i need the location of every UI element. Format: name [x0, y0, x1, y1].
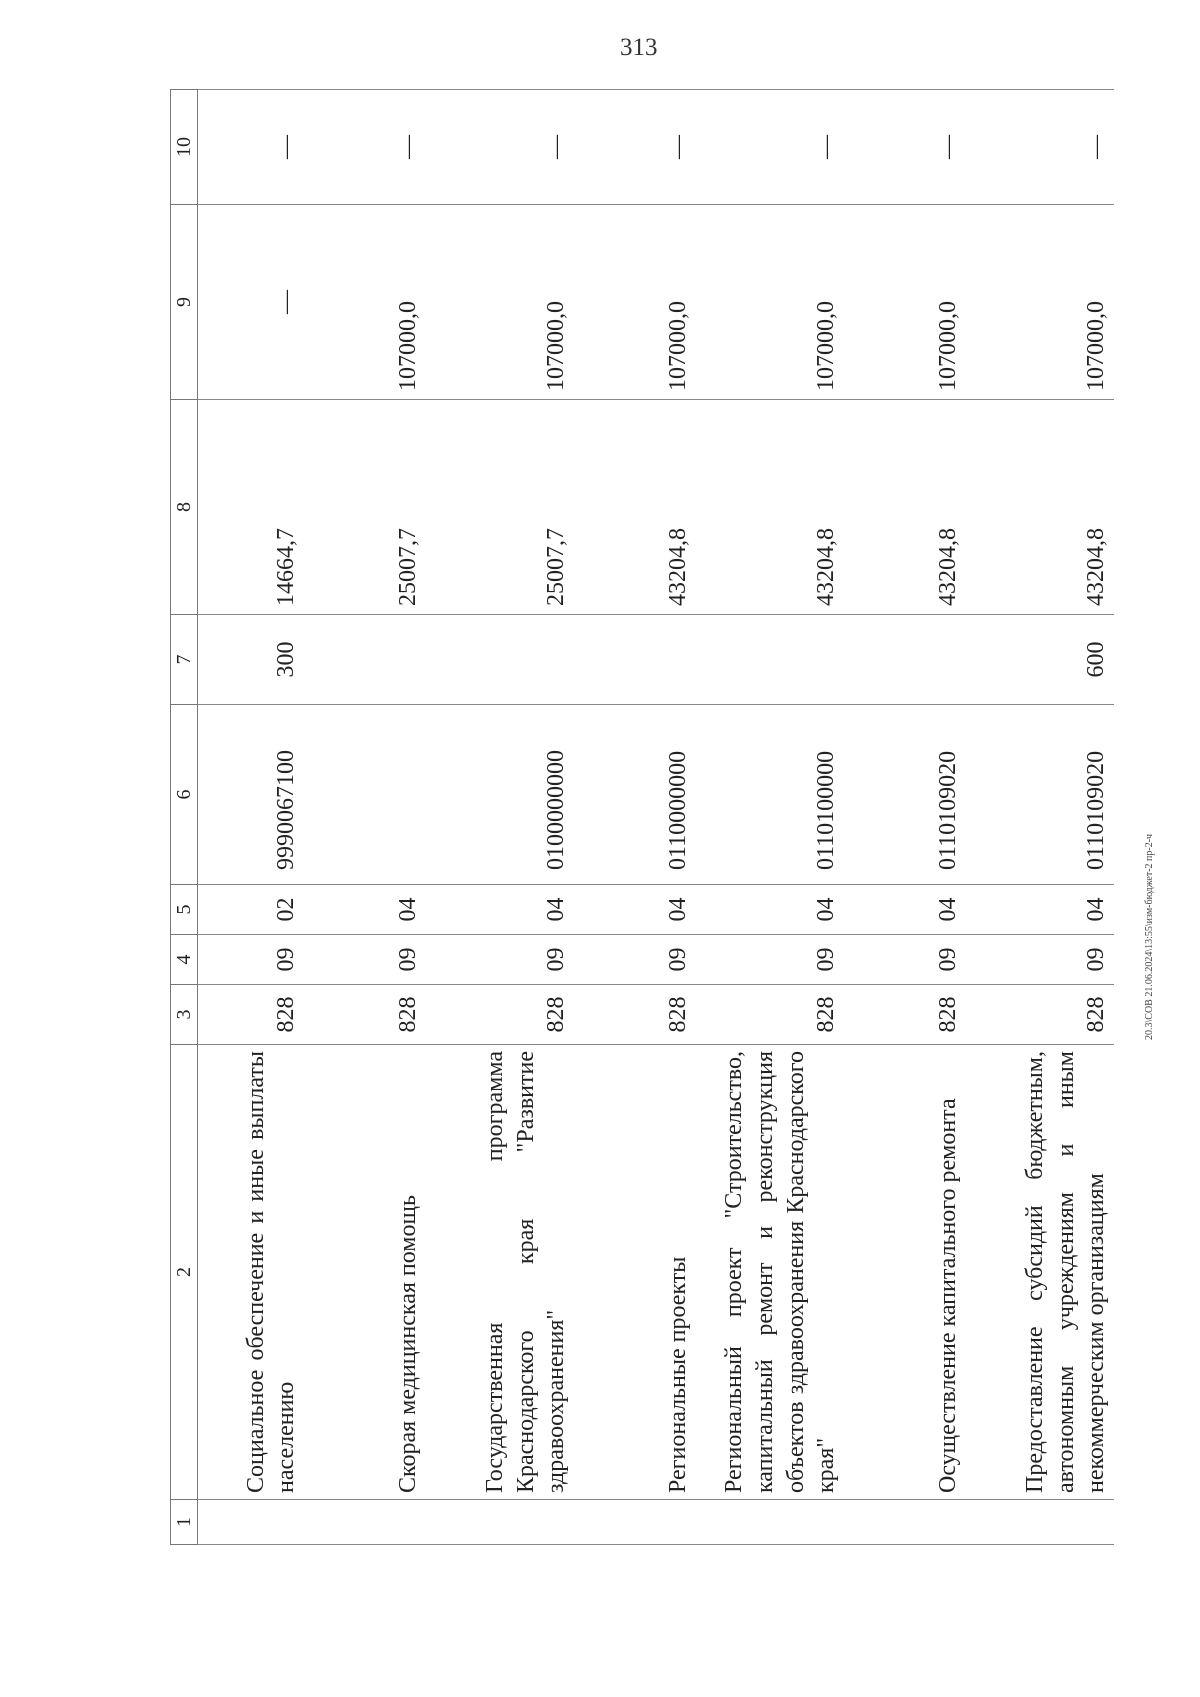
amount-col8: 43204,8: [966, 400, 1114, 615]
ministry-code: 828: [844, 985, 966, 1045]
column-header: 1: [171, 1500, 198, 1545]
subsection-code: 04: [696, 885, 844, 935]
amount-col9: 107000,0: [844, 205, 966, 400]
section-code: 09: [696, 935, 844, 985]
section-code: 09: [426, 935, 574, 985]
amount-col8: 43204,8: [844, 400, 966, 615]
column-header: 2: [171, 1045, 198, 1500]
column-header: 5: [171, 885, 198, 935]
section-code: 09: [844, 935, 966, 985]
item-name: Социальное обеспечение и иные выплаты населению: [198, 1045, 305, 1500]
amount-col10: —: [696, 90, 844, 205]
item-name: Предоставление субсидий бюджетным, автономным учреждениям и иным некоммерческим организациям: [966, 1045, 1114, 1500]
item-name: Региональный проект "Строительство, капитальный ремонт и реконструкция объектов здравоохранения Краснодарского края": [696, 1045, 844, 1500]
amount-col8: 43204,8: [696, 400, 844, 615]
amount-col8: 25007,7: [426, 400, 574, 615]
table-row: [426, 90, 574, 1545]
table-row: [696, 90, 844, 1545]
target-article-code: 0100000000: [426, 705, 574, 885]
subsection-code: 04: [966, 885, 1114, 935]
expense-type-code: [574, 615, 696, 705]
column-header: 6: [171, 705, 198, 885]
row-number-cell: [574, 1500, 696, 1545]
amount-col9: —: [198, 205, 305, 400]
document-footer-code: 20.3\СОВ 21.06.2024\13:55\изм-бюджет-2 пр-2-ч: [1144, 833, 1155, 1040]
column-header: 3: [171, 985, 198, 1045]
page-number: 313: [620, 34, 658, 61]
section-code: 09: [966, 935, 1114, 985]
expense-type-code: [844, 615, 966, 705]
budget-table: [170, 89, 1114, 1545]
amount-col8: 14664,7: [198, 400, 305, 615]
expense-type-code: [696, 615, 844, 705]
target-article-code: 0110100000: [696, 705, 844, 885]
table-row: [198, 90, 305, 1545]
ministry-code: 828: [426, 985, 574, 1045]
row-number-cell: [426, 1500, 574, 1545]
table-row: [574, 90, 696, 1545]
ministry-code: 828: [574, 985, 696, 1045]
amount-col9: 107000,0: [304, 205, 426, 400]
section-code: 09: [304, 935, 426, 985]
amount-col8: 43204,8: [574, 400, 696, 615]
budget-table-rotated: [170, 90, 1140, 1545]
column-header: 8: [171, 400, 198, 615]
amount-col9: 107000,0: [966, 205, 1114, 400]
target-article-code: 0110000000: [574, 705, 696, 885]
ministry-code: 828: [966, 985, 1114, 1045]
table-row: [304, 90, 426, 1545]
amount-col10: —: [198, 90, 305, 205]
target-article-code: 9990067100: [198, 705, 305, 885]
ministry-code: 828: [304, 985, 426, 1045]
column-header: 10: [171, 90, 198, 205]
amount-col9: 107000,0: [426, 205, 574, 400]
ministry-code: 828: [198, 985, 305, 1045]
target-article-code: [304, 705, 426, 885]
row-number-cell: [696, 1500, 844, 1545]
amount-col9: 107000,0: [574, 205, 696, 400]
column-header: 4: [171, 935, 198, 985]
item-name: Государственная программа Краснодарского края "Развитие здравоохранения": [426, 1045, 574, 1500]
row-number-cell: [844, 1500, 966, 1545]
table-row: [844, 90, 966, 1545]
subsection-code: 04: [304, 885, 426, 935]
table-row: [966, 90, 1114, 1545]
ministry-code: 828: [696, 985, 844, 1045]
row-number-cell: [966, 1500, 1114, 1545]
target-article-code: 0110109020: [844, 705, 966, 885]
amount-col10: —: [426, 90, 574, 205]
column-header: 7: [171, 615, 198, 705]
section-code: 09: [198, 935, 305, 985]
expense-type-code: 600: [966, 615, 1114, 705]
subsection-code: 02: [198, 885, 305, 935]
table-header-row: [171, 90, 198, 1545]
expense-type-code: [304, 615, 426, 705]
item-name: Региональные проекты: [574, 1045, 696, 1500]
item-name: Скорая медицинская помощь: [304, 1045, 426, 1500]
subsection-code: 04: [426, 885, 574, 935]
amount-col9: 107000,0: [696, 205, 844, 400]
amount-col10: —: [304, 90, 426, 205]
row-number-cell: [198, 1500, 305, 1545]
expense-type-code: 300: [198, 615, 305, 705]
amount-col10: —: [966, 90, 1114, 205]
subsection-code: 04: [574, 885, 696, 935]
column-header: 9: [171, 205, 198, 400]
amount-col10: —: [844, 90, 966, 205]
section-code: 09: [574, 935, 696, 985]
target-article-code: 0110109020: [966, 705, 1114, 885]
amount-col8: 25007,7: [304, 400, 426, 615]
amount-col10: —: [574, 90, 696, 205]
subsection-code: 04: [844, 885, 966, 935]
expense-type-code: [426, 615, 574, 705]
item-name: Осуществление капитального ремонта: [844, 1045, 966, 1500]
row-number-cell: [304, 1500, 426, 1545]
